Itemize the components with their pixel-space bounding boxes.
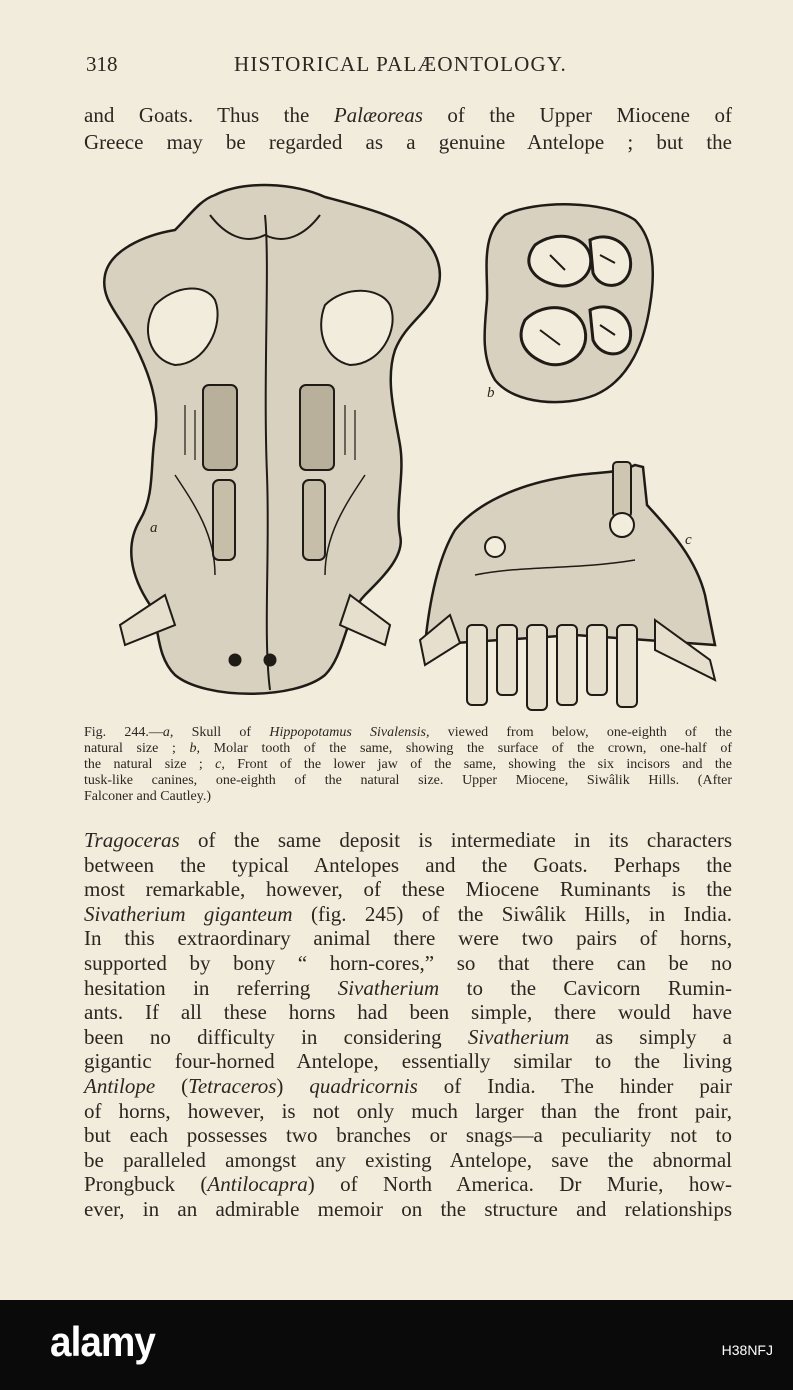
- caption-line: the natural size ; c, Front of the lower jaw of the same, showing the six incisors and the: [84, 757, 732, 772]
- caption-line: natural size ; b, Molar tooth of the same, showing the surface of the crown, one-half of: [84, 741, 732, 756]
- caption-line: Fig. 244.—a, Skull of Hippopotamus Sivalensis, viewed from below, one-eighth of the: [84, 725, 732, 740]
- image-id: H38NFJ: [721, 1342, 773, 1358]
- text-line: In this extraordinary animal there were two pairs of horns,: [84, 926, 732, 951]
- figure-label-a: a: [150, 520, 158, 536]
- text-line: Antilope (Tetraceros) quadricornis of India. The hinder pair: [84, 1073, 732, 1098]
- text-line: and Goats. Thus the Palæoreas of the Upper Miocene of: [84, 103, 732, 127]
- figure-label-c: c: [685, 532, 692, 548]
- text-line: Tragoceras of the same deposit is intermediate in its characters: [84, 828, 732, 852]
- molar-drawing: [485, 204, 653, 402]
- text-line: between the typical Antelopes and the Goats. Perhaps the: [84, 852, 732, 877]
- figure-label-b: b: [487, 385, 495, 401]
- figure-caption: [84, 725, 732, 805]
- caption-line: tusk-like canines, one-eighth of the natural size. Upper Miocene, Siwâlik Hills. (After: [84, 773, 732, 788]
- text-line: supported by bony “ horn-cores,” so that there can be no: [84, 950, 732, 975]
- text-line: been no difficulty in considering Sivatherium as simply a: [84, 1024, 732, 1049]
- watermark-bar: [0, 1300, 793, 1390]
- text-line: ever, in an admirable memoir on the structure and relationships: [84, 1196, 732, 1221]
- figure-244: [95, 175, 735, 715]
- jaw-drawing: [420, 462, 715, 710]
- text-line: Sivatherium giganteum (fig. 245) of the Siwâlik Hills, in India.: [84, 901, 732, 926]
- page-number: 318: [86, 52, 118, 76]
- brand-logo: alamy: [50, 1318, 155, 1365]
- text-line: ants. If all these horns had been simple, there would have: [84, 1000, 732, 1025]
- text-line: but each possesses two branches or snags—a peculiarity not to: [84, 1123, 732, 1148]
- running-header: [86, 52, 731, 82]
- caption-line: Falconer and Cautley.): [84, 789, 211, 804]
- text-line: Prongbuck (Antilocapra) of North America. Dr Murie, how-: [84, 1172, 732, 1197]
- text-line: most remarkable, however, of these Miocene Ruminants is the: [84, 877, 732, 902]
- figure-illustration: [95, 175, 735, 715]
- text-line: of horns, however, is not only much larger than the front pair,: [84, 1098, 732, 1123]
- text-line: gigantic four-horned Antelope, essentially similar to the living: [84, 1049, 732, 1074]
- skull-drawing: [104, 185, 440, 694]
- text-line: hesitation in referring Sivatherium to the Cavicorn Rumin-: [84, 975, 733, 1000]
- text-line: be paralleled amongst any existing Antelope, save the abnormal: [84, 1147, 732, 1172]
- body-paragraph: [84, 828, 732, 1222]
- intro-paragraph: [84, 102, 732, 156]
- running-title: HISTORICAL PALÆONTOLOGY.: [234, 52, 567, 76]
- text-line: Greece may be regarded as a genuine Antelope ; but the: [84, 130, 732, 154]
